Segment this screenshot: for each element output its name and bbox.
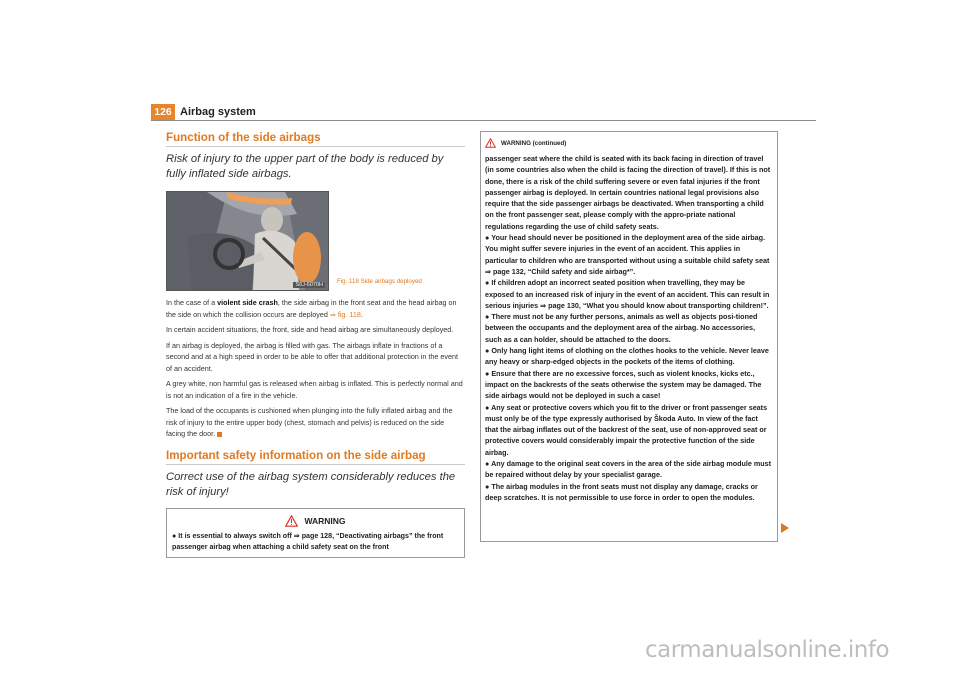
bullet-symbol: ● — [485, 368, 490, 378]
bullet-text: If children adopt an incorrect seated position when travelling, they may be exposed to an increased risk of injury in the event of an accident. This can result in serious injuries ⇒ page 130, “What you should know about transporting children!”. — [485, 278, 770, 310]
figure-id: S6J-6070H — [295, 282, 323, 288]
paragraph-inflation: If an airbag is deployed, the airbag is filled with gas. The airbags inflate in fractions of a second and at a high speed in order to be able to offer that additional protection in the event of an accident. — [166, 340, 458, 373]
bullet-text: Any seat or protective covers which you fit to the driver or front passenger seats must only be of the type expressly authorised by Škoda Auto. In view of the fact that the airbag inflates out of the backrest of the seat, use of non-approved seat or protective covers would considerably impair the protective function of the side airbag. — [485, 402, 768, 457]
section2-subtitle: Correct use of the airbag system considerably reduces the risk of injury! — [166, 470, 456, 498]
warning-continued-label: WARNING (continued) — [501, 139, 567, 147]
watermark: carmanualsonline.info — [645, 637, 890, 663]
warning-bullet — [485, 368, 772, 402]
warning-text-body: It is essential to always switch off ⇒ page 128, “Deactivating airbags” the front passenger airbag when attaching a child safety seat on the front — [172, 531, 444, 551]
bullet-text: Ensure that there are no excessive forces, such as violent knocks, kicks etc., impact on the backrests of the seats otherwise the system may be damaged. The side airbags would not be deployed in such a case! — [485, 368, 762, 401]
figure-link[interactable]: ⇒ fig. 118 — [329, 309, 361, 319]
warning-triangle-icon — [485, 138, 496, 148]
page-number: 126 — [151, 104, 175, 121]
bullet-symbol: ● — [485, 346, 490, 356]
warning-triangle-icon — [285, 515, 298, 527]
warning-bullet — [485, 345, 772, 368]
airbag-illustration — [166, 191, 329, 291]
header-divider — [151, 120, 816, 121]
p1-bold: violent side crash — [217, 298, 278, 307]
next-page-arrow-icon[interactable] — [781, 523, 789, 533]
p5-text: The load of the occupants is cushioned when plunging into the fully inflated airbag and the risk of injury to the entire upper body (chest, stomach and pelvis) is reduced on the side facing the door. — [166, 406, 453, 438]
left-column — [166, 131, 465, 558]
bullet-symbol: ● — [485, 459, 490, 469]
warning-continued-box — [480, 131, 778, 542]
warning-text — [172, 531, 459, 553]
warning-bullet — [485, 311, 772, 345]
bullet-text: The airbag modules in the front seats must not display any damage, cracks or deep scratches. It is not permissible to use force in order to open the modules. — [485, 481, 758, 502]
warning-bullet — [485, 458, 772, 481]
figure-caption: Fig. 118 Side airbags deployed — [337, 278, 422, 285]
bullet-symbol: ● — [485, 233, 490, 243]
side-airbag-image — [167, 192, 328, 290]
section-heading-side-airbags: Function of the side airbags — [166, 131, 465, 147]
warning-bullet — [485, 232, 772, 277]
bullet-symbol: ● — [485, 278, 490, 288]
warning-heading — [172, 515, 459, 527]
bullet-text: There must not be any further persons, animals as well as objects posi-tioned between the occupants and the deployment area of the airbag. No accessories, such as a can holder, should be attached to the doors. — [485, 312, 758, 344]
section-heading-safety-info: Important safety information on the side airbag — [166, 449, 465, 465]
warning-continued-heading — [485, 138, 772, 148]
warning-bullet — [485, 277, 772, 311]
bullet-symbol: ● — [172, 531, 177, 540]
warning-bullet — [485, 402, 772, 458]
warning-continuation-text: passenger seat where the child is seated with its back facing in direction of travel (in some countries also when the child is facing the direction of travel). If this is not done, there is a risk of the child suffering severe or even fatal injuries if the front passenger airbag is deployed. In certain countries national legal provisions also require that the side passenger airbags be deactivated. When transporting a child on the front passenger seat, please comply with the appro-priate national regulations regarding the use of child safety seats. — [485, 154, 771, 231]
bullet-text: Only hang light items of clothing on the clothes hooks to the vehicle. Never leave any heavy or sharp-edged objects in the pockets of the items of clothing. — [485, 346, 769, 367]
section-end-marker — [217, 432, 222, 437]
paragraph-gas: A grey white, non harmful gas is released when airbag is inflated. This is perfectly normal and is not an indication of a fire in the vehicle. — [166, 379, 463, 400]
p1-text-start: In the case of a — [166, 298, 218, 307]
warning-bullet — [485, 481, 772, 504]
warning-box — [166, 508, 465, 558]
bullet-symbol: ● — [485, 402, 490, 412]
bullet-text: Any damage to the original seat covers in the area of the side airbag module must be repaired without delay by your specialist garage. — [485, 459, 772, 480]
bullet-symbol: ● — [485, 481, 490, 491]
paragraph-side-crash — [166, 297, 465, 320]
paragraph-cushion — [166, 405, 465, 440]
paragraph-simultaneous: In certain accident situations, the front, side and head airbag are simultaneously deployed. — [166, 325, 454, 334]
section-subtitle: Risk of injury to the upper part of the body is reduced by fully inflated side airbags. — [166, 153, 444, 180]
p1-text-mid: , the side airbag in the front seat and the head airbag on the side on which the collision occurs are deployed — [166, 298, 457, 319]
bullet-symbol: ● — [485, 312, 490, 322]
p1-text-end: . — [360, 309, 363, 319]
warning-label: WARNING — [304, 515, 346, 526]
bullet-text: Your head should never be positioned in the deployment area of the side airbag. You might suffer severe injuries in the event of an accident. This applies in particular to children who are transported without using a suitable child safety seat ⇒ page 132, “Child safety and side airbag*”. — [485, 233, 770, 276]
figure-118 — [166, 191, 465, 297]
page-header-title: Airbag system — [180, 106, 256, 118]
